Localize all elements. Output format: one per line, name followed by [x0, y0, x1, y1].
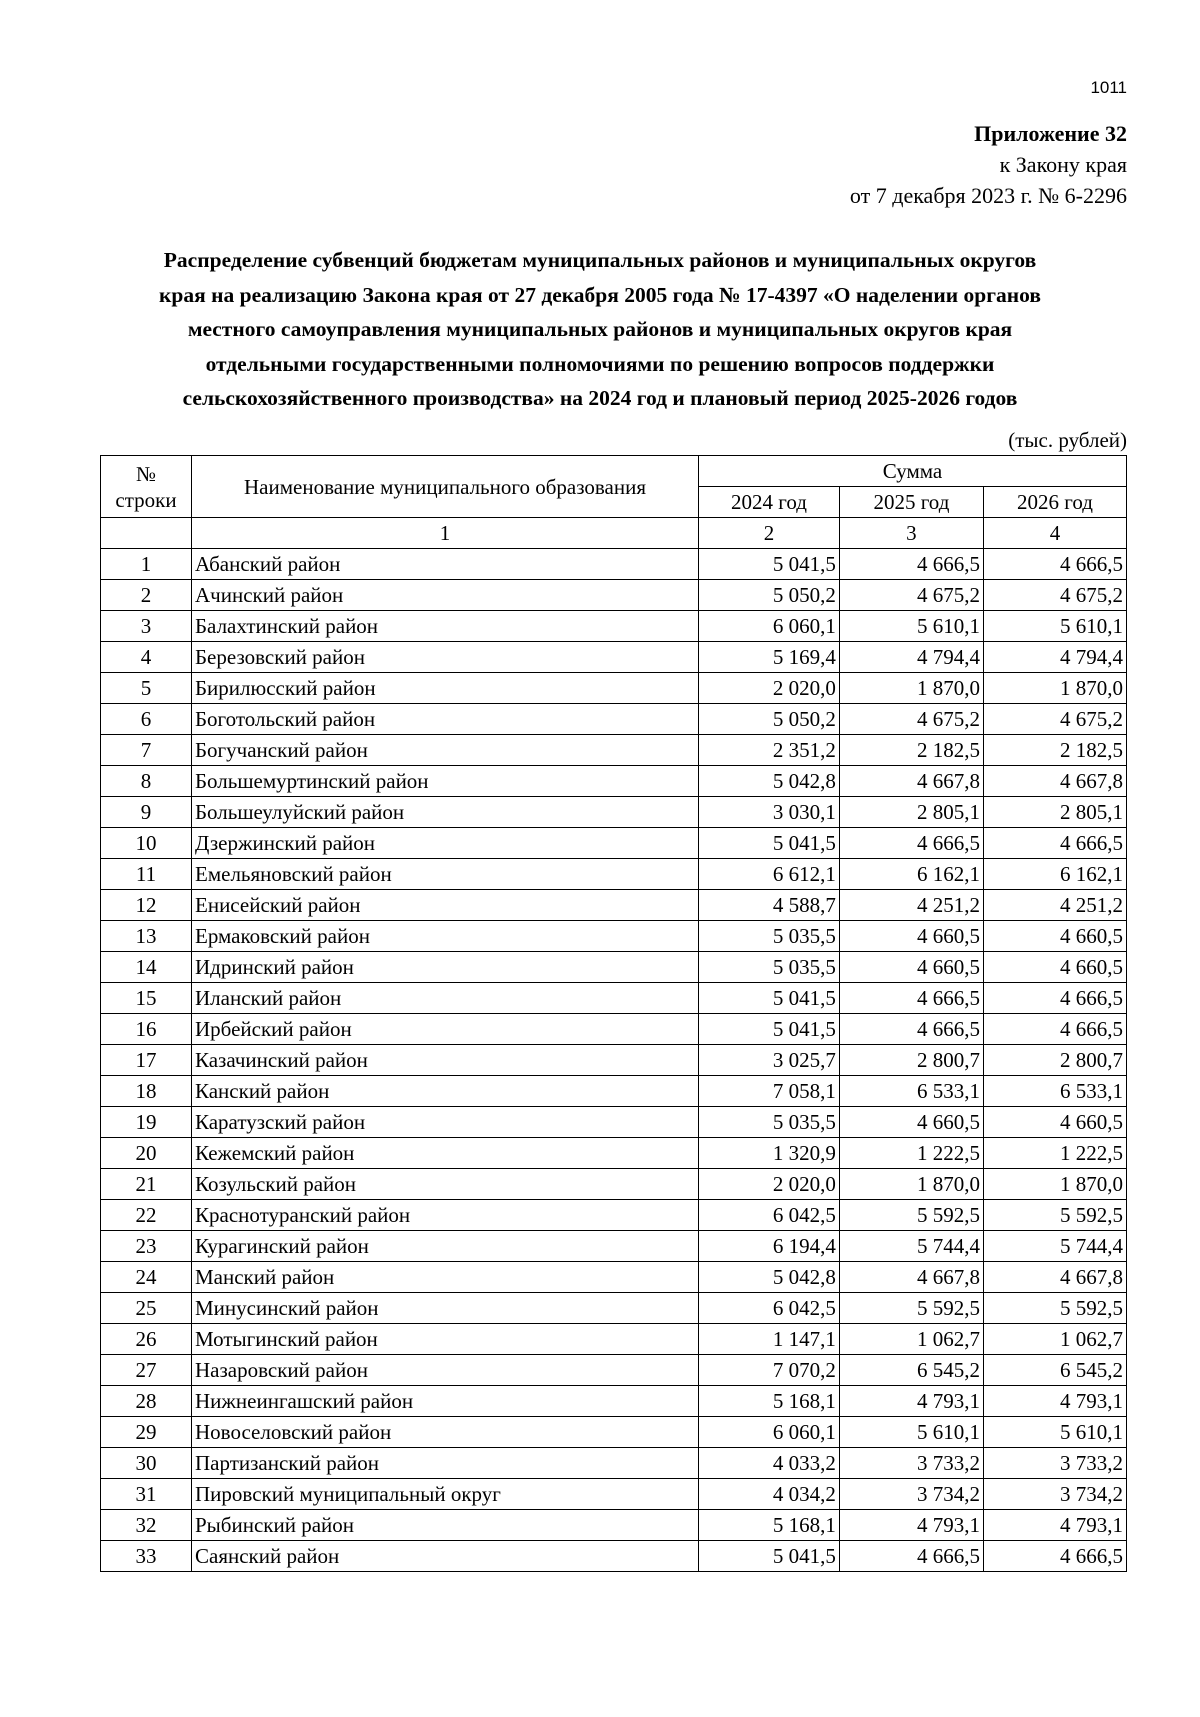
table-row [101, 642, 1127, 673]
table-row [101, 704, 1127, 735]
amount-2024: 1 320,9 [699, 1138, 840, 1169]
table-row [101, 1076, 1127, 1107]
page-number: 1011 [1090, 78, 1127, 97]
amount-2025: 4 793,1 [839, 1510, 983, 1541]
column-number: 3 [839, 518, 983, 549]
row-number: 9 [101, 797, 192, 828]
column-number: 1 [192, 518, 699, 549]
table-row [101, 1510, 1127, 1541]
amount-2026: 5 744,4 [983, 1231, 1126, 1262]
amount-2024: 5 041,5 [699, 1014, 840, 1045]
amount-2024: 5 035,5 [699, 952, 840, 983]
municipality-name: Партизанский район [192, 1448, 699, 1479]
table-row [101, 549, 1127, 580]
table-row [101, 1169, 1127, 1200]
municipality-name: Богучанский район [192, 735, 699, 766]
table-row [101, 983, 1127, 1014]
table-row [101, 735, 1127, 766]
header-year-2024: 2024 год [699, 487, 840, 518]
row-number: 19 [101, 1107, 192, 1138]
amount-2025: 2 805,1 [839, 797, 983, 828]
row-number: 25 [101, 1293, 192, 1324]
row-number: 33 [101, 1541, 192, 1572]
row-number: 26 [101, 1324, 192, 1355]
amount-2024: 6 042,5 [699, 1293, 840, 1324]
title-line: отдельными государственными полномочиями по решению вопросов поддержки [205, 351, 995, 376]
municipality-name: Казачинский район [192, 1045, 699, 1076]
table-row [101, 1386, 1127, 1417]
municipality-name: Емельяновский район [192, 859, 699, 890]
amount-2024: 2 351,2 [699, 735, 840, 766]
municipality-name: Иланский район [192, 983, 699, 1014]
appendix-law-ref: к Закону края [999, 152, 1127, 177]
amount-2026: 4 660,5 [983, 1107, 1126, 1138]
row-number: 27 [101, 1355, 192, 1386]
row-number: 31 [101, 1479, 192, 1510]
municipality-name: Балахтинский район [192, 611, 699, 642]
amount-2024: 5 168,1 [699, 1510, 840, 1541]
municipality-name: Березовский район [192, 642, 699, 673]
amount-2026: 2 182,5 [983, 735, 1126, 766]
amount-2026: 6 533,1 [983, 1076, 1126, 1107]
table-row [101, 766, 1127, 797]
table-row [101, 673, 1127, 704]
amount-2025: 4 666,5 [839, 1541, 983, 1572]
amount-2026: 1 870,0 [983, 673, 1126, 704]
municipality-name: Козульский район [192, 1169, 699, 1200]
amount-2024: 4 588,7 [699, 890, 840, 921]
amount-2025: 3 734,2 [839, 1479, 983, 1510]
row-number: 16 [101, 1014, 192, 1045]
amount-2026: 1 062,7 [983, 1324, 1126, 1355]
municipality-name: Дзержинский район [192, 828, 699, 859]
table-row [101, 797, 1127, 828]
municipality-name: Мотыгинский район [192, 1324, 699, 1355]
table-row [101, 1014, 1127, 1045]
table-row [101, 611, 1127, 642]
amount-2024: 5 035,5 [699, 1107, 840, 1138]
header-row-number [101, 456, 192, 518]
table-row [101, 1262, 1127, 1293]
amount-2024: 5 041,5 [699, 983, 840, 1014]
row-number: 6 [101, 704, 192, 735]
amount-2024: 5 042,8 [699, 1262, 840, 1293]
amount-2025: 4 666,5 [839, 828, 983, 859]
column-number: 4 [983, 518, 1126, 549]
amount-2025: 1 870,0 [839, 1169, 983, 1200]
amount-2026: 5 592,5 [983, 1293, 1126, 1324]
header-num-label: строки [115, 487, 177, 512]
amount-2024: 2 020,0 [699, 673, 840, 704]
amount-2026: 4 793,1 [983, 1386, 1126, 1417]
amount-2024: 4 034,2 [699, 1479, 840, 1510]
subsidy-table [100, 455, 1127, 1572]
amount-2025: 1 870,0 [839, 673, 983, 704]
amount-2025: 4 675,2 [839, 704, 983, 735]
table-row [101, 1231, 1127, 1262]
table-row [101, 1200, 1127, 1231]
row-number: 11 [101, 859, 192, 890]
amount-2024: 6 060,1 [699, 1417, 840, 1448]
amount-2025: 5 610,1 [839, 611, 983, 642]
municipality-name: Боготольский район [192, 704, 699, 735]
amount-2024: 5 035,5 [699, 921, 840, 952]
table-row [101, 1324, 1127, 1355]
municipality-name: Большемуртинский район [192, 766, 699, 797]
municipality-name: Большеулуйский район [192, 797, 699, 828]
row-number: 5 [101, 673, 192, 704]
amount-2026: 1 870,0 [983, 1169, 1126, 1200]
amount-2025: 6 545,2 [839, 1355, 983, 1386]
row-number: 29 [101, 1417, 192, 1448]
amount-2026: 4 666,5 [983, 828, 1126, 859]
title-line: местного самоуправления муниципальных районов и муниципальных округов края [187, 317, 1013, 341]
amount-2025: 4 666,5 [839, 1014, 983, 1045]
municipality-name: Саянский район [192, 1541, 699, 1572]
row-number: 23 [101, 1231, 192, 1262]
amount-2024: 6 060,1 [699, 611, 840, 642]
row-number: 2 [101, 580, 192, 611]
municipality-name: Пировский муниципальный округ [192, 1479, 699, 1510]
amount-2024: 3 030,1 [699, 797, 840, 828]
amount-2025: 4 660,5 [839, 921, 983, 952]
amount-2024: 4 033,2 [699, 1448, 840, 1479]
amount-2025: 1 062,7 [839, 1324, 983, 1355]
row-number: 28 [101, 1386, 192, 1417]
row-number: 8 [101, 766, 192, 797]
row-number: 7 [101, 735, 192, 766]
amount-2024: 5 042,8 [699, 766, 840, 797]
header-num-symbol: № [135, 461, 157, 486]
amount-2026: 5 610,1 [983, 1417, 1126, 1448]
title-line: сельскохозяйственного производства» на 2024 год и плановый период 2025-2026 годов [182, 386, 1018, 410]
table-row [101, 1417, 1127, 1448]
municipality-name: Ачинский район [192, 580, 699, 611]
municipality-name: Ермаковский район [192, 921, 699, 952]
municipality-name: Манский район [192, 1262, 699, 1293]
amount-2024: 5 050,2 [699, 580, 840, 611]
amount-2026: 6 545,2 [983, 1355, 1126, 1386]
amount-2024: 5 041,5 [699, 828, 840, 859]
table-row [101, 1355, 1127, 1386]
municipality-name: Енисейский район [192, 890, 699, 921]
amount-2026: 4 660,5 [983, 952, 1126, 983]
amount-2024: 7 070,2 [699, 1355, 840, 1386]
row-number: 21 [101, 1169, 192, 1200]
appendix-title: Приложение 32 [974, 121, 1127, 146]
amount-2025: 4 675,2 [839, 580, 983, 611]
amount-2025: 4 667,8 [839, 1262, 983, 1293]
amount-2024: 6 612,1 [699, 859, 840, 890]
municipality-name: Назаровский район [192, 1355, 699, 1386]
table-row [101, 921, 1127, 952]
table-row [101, 1138, 1127, 1169]
document-title [100, 243, 1100, 416]
amount-2026: 4 666,5 [983, 549, 1126, 580]
amount-2026: 4 666,5 [983, 1541, 1126, 1572]
table-body [101, 549, 1127, 1572]
row-number: 4 [101, 642, 192, 673]
municipality-name: Кежемский район [192, 1138, 699, 1169]
amount-2024: 5 041,5 [699, 1541, 840, 1572]
municipality-name: Абанский район [192, 549, 699, 580]
row-number: 10 [101, 828, 192, 859]
table-row [101, 828, 1127, 859]
header-name: Наименование муниципального образования [192, 456, 699, 518]
row-number: 22 [101, 1200, 192, 1231]
municipality-name: Ирбейский район [192, 1014, 699, 1045]
table-row [101, 1107, 1127, 1138]
municipality-name: Каратузский район [192, 1107, 699, 1138]
amount-2025: 1 222,5 [839, 1138, 983, 1169]
amount-2024: 5 050,2 [699, 704, 840, 735]
row-number: 1 [101, 549, 192, 580]
amount-2025: 4 660,5 [839, 952, 983, 983]
amount-2026: 4 675,2 [983, 580, 1126, 611]
amount-2024: 5 041,5 [699, 549, 840, 580]
row-number: 24 [101, 1262, 192, 1293]
amount-2026: 3 733,2 [983, 1448, 1126, 1479]
amount-2025: 2 182,5 [839, 735, 983, 766]
amount-2024: 7 058,1 [699, 1076, 840, 1107]
table-row [101, 580, 1127, 611]
table-row [101, 1541, 1127, 1572]
row-number: 18 [101, 1076, 192, 1107]
table-row [101, 1045, 1127, 1076]
title-line: края на реализацию Закона края от 27 декабря 2005 года № 17-4397 «О наделении органов [159, 282, 1041, 307]
amount-2025: 3 733,2 [839, 1448, 983, 1479]
amount-2024: 6 194,4 [699, 1231, 840, 1262]
column-number-blank [101, 518, 192, 549]
municipality-name: Канский район [192, 1076, 699, 1107]
table-row [101, 890, 1127, 921]
municipality-name: Рыбинский район [192, 1510, 699, 1541]
amount-2026: 5 610,1 [983, 611, 1126, 642]
column-number: 2 [699, 518, 840, 549]
amount-2025: 6 533,1 [839, 1076, 983, 1107]
amount-2025: 5 744,4 [839, 1231, 983, 1262]
row-number: 20 [101, 1138, 192, 1169]
amount-2025: 4 667,8 [839, 766, 983, 797]
amount-2026: 4 793,1 [983, 1510, 1126, 1541]
appendix-law-date: от 7 декабря 2023 г. № 6-2296 [849, 183, 1127, 208]
table-row [101, 952, 1127, 983]
amount-2025: 4 660,5 [839, 1107, 983, 1138]
row-number: 17 [101, 1045, 192, 1076]
amount-2024: 2 020,0 [699, 1169, 840, 1200]
municipality-name: Идринский район [192, 952, 699, 983]
amount-2024: 3 025,7 [699, 1045, 840, 1076]
amount-2024: 1 147,1 [699, 1324, 840, 1355]
amount-2026: 2 805,1 [983, 797, 1126, 828]
amount-2026: 4 675,2 [983, 704, 1126, 735]
table-row [101, 1448, 1127, 1479]
header-row [101, 456, 1127, 487]
amount-2026: 4 251,2 [983, 890, 1126, 921]
amount-2025: 5 592,5 [839, 1200, 983, 1231]
amount-2024: 5 169,4 [699, 642, 840, 673]
row-number: 15 [101, 983, 192, 1014]
amount-2026: 4 667,8 [983, 1262, 1126, 1293]
appendix-block [850, 118, 1127, 211]
amount-2025: 6 162,1 [839, 859, 983, 890]
units-label: (тыс. рублей) [1008, 428, 1127, 452]
amount-2025: 5 610,1 [839, 1417, 983, 1448]
table-row [101, 1479, 1127, 1510]
municipality-name: Бирилюсский район [192, 673, 699, 704]
amount-2026: 4 666,5 [983, 1014, 1126, 1045]
header-year-2025: 2025 год [839, 487, 983, 518]
row-number: 12 [101, 890, 192, 921]
amount-2025: 2 800,7 [839, 1045, 983, 1076]
amount-2025: 4 666,5 [839, 983, 983, 1014]
amount-2026: 5 592,5 [983, 1200, 1126, 1231]
municipality-name: Курагинский район [192, 1231, 699, 1262]
table-row [101, 859, 1127, 890]
amount-2026: 4 666,5 [983, 983, 1126, 1014]
row-number: 3 [101, 611, 192, 642]
column-numbers-row [101, 518, 1127, 549]
amount-2026: 4 794,4 [983, 642, 1126, 673]
amount-2026: 4 667,8 [983, 766, 1126, 797]
amount-2024: 5 168,1 [699, 1386, 840, 1417]
amount-2026: 1 222,5 [983, 1138, 1126, 1169]
title-line: Распределение субвенций бюджетам муниципальных районов и муниципальных округов [163, 248, 1037, 272]
municipality-name: Новоселовский район [192, 1417, 699, 1448]
municipality-name: Краснотуранский район [192, 1200, 699, 1231]
row-number: 13 [101, 921, 192, 952]
row-number: 14 [101, 952, 192, 983]
amount-2025: 4 666,5 [839, 549, 983, 580]
amount-2026: 2 800,7 [983, 1045, 1126, 1076]
amount-2025: 4 251,2 [839, 890, 983, 921]
table-row [101, 1293, 1127, 1324]
row-number: 32 [101, 1510, 192, 1541]
header-sum: Сумма [699, 456, 1127, 487]
municipality-name: Нижнеингашский район [192, 1386, 699, 1417]
header-year-2026: 2026 год [983, 487, 1126, 518]
amount-2024: 6 042,5 [699, 1200, 840, 1231]
municipality-name: Минусинский район [192, 1293, 699, 1324]
amount-2025: 5 592,5 [839, 1293, 983, 1324]
amount-2026: 3 734,2 [983, 1479, 1126, 1510]
amount-2026: 4 660,5 [983, 921, 1126, 952]
row-number: 30 [101, 1448, 192, 1479]
amount-2025: 4 793,1 [839, 1386, 983, 1417]
amount-2025: 4 794,4 [839, 642, 983, 673]
amount-2026: 6 162,1 [983, 859, 1126, 890]
